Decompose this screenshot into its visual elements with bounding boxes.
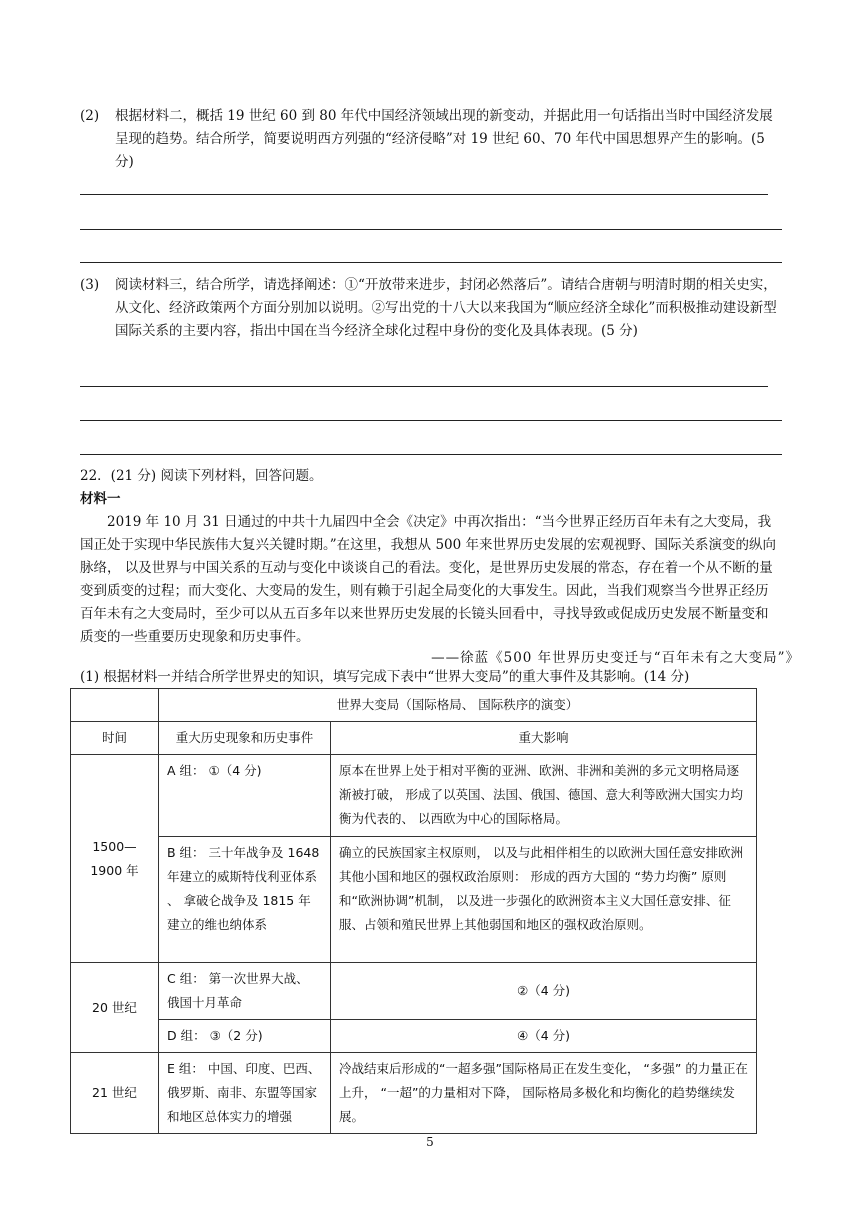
question-2-text: 根据材料二，概括 19 世纪 60 到 80 年代中国经济领域出现的新变动，并据此用一句话指出当时中国经济发展呈现的趋势。结合所学，简要说明西方列强的“经济侵略”对 19 世纪 60、70 年代中国思想界产生的影响。(5 分) [115, 108, 773, 170]
event-cell: B 组： 三十年战争及 1648 年建立的威斯特伐利亚体系 、 拿破仑战争及 1815 年建立的维也纳体系 [159, 837, 331, 963]
answer-line[interactable] [80, 386, 768, 387]
question-22-heading: 22．(21 分) 阅读下列材料，回答问题。 [80, 468, 323, 484]
table-corner [71, 689, 159, 722]
answer-line[interactable] [80, 454, 782, 455]
impact-cell: 冷战结束后形成的“一超多强”国际格局正在发生变化， “多强” 的力量正在上升， “一超”的力量相对下降， 国际格局多极化和均衡化的趋势继续发展。 [331, 1053, 757, 1134]
question-3-number: (3) [80, 277, 100, 293]
material-label: 材料一 [80, 491, 121, 507]
question-2-number: (2) [80, 108, 100, 124]
event-blank-3[interactable]: D 组： ③（2 分) [159, 1020, 331, 1053]
event-cell[interactable]: A 组： ①（4 分) [159, 755, 331, 837]
impact-blank-2[interactable]: ②（4 分) [331, 963, 757, 1020]
material-text: 2019 年 10 月 31 日通过的中共十九届四中全会《决定》中再次指出：“当今世界正经历百年未有之大变局，我国正处于实现中华民族伟大复兴关键时期。”在这里，我想从 500 年来世界历史发展的宏观视野、国际关系演变的纵向脉络， 以及世界与中国关系的互动与变化中谈谈自己的看法。变化，是世界历史发展的常态，存在着一个从不断的量变到质变的过程；而大变化、大变局的发生，则有赖于引起全局变化的大事发生。因此，当我们观察当今世界正经历百年未有之大变局时，至少可以从五百多年以来世界历史发展的长镜头回看中，寻找导致或促成历史发展不断量变和质变的一些重要历史现象和历史事件。 [80, 514, 776, 645]
answer-line[interactable] [80, 229, 782, 230]
material-source: ——徐蓝《500 年世界历史变迁与“百年未有之大变局”》 [431, 650, 800, 666]
question-2 [80, 105, 780, 174]
answer-line[interactable] [80, 420, 782, 421]
period-cell: 20 世纪 [71, 963, 159, 1053]
question-3 [80, 274, 780, 343]
table-row [71, 1053, 757, 1134]
page-number: 5 [426, 1135, 434, 1149]
table-row [71, 837, 757, 963]
answer-line[interactable] [80, 194, 768, 195]
question-22-1: (1) 根据材料一并结合所学世界史的知识，填写完成下表中“世界大变局”的重大事件及其影响。(14 分) [80, 669, 690, 685]
period-cell: 1500— 1900 年 [71, 755, 159, 963]
table-row [71, 1020, 757, 1053]
table-row [71, 755, 757, 837]
table-row [71, 963, 757, 1020]
period-cell: 21 世纪 [71, 1053, 159, 1134]
question-3-text: 阅读材料三，结合所学，请选择阐述：①“开放带来进步，封闭必然落后”。请结合唐朝与明清时期的相关史实，从文化、经济政策两个方面分别加以说明。②写出党的十八大以来我国为“顺应经济全球化”而积极推动建设新型国际关系的主要内容，指出中国在当今经济全球化过程中身份的变化及具体表现。(5 分) [115, 277, 777, 339]
answer-line[interactable] [80, 262, 782, 263]
world-change-table [70, 688, 757, 1134]
impact-blank-4[interactable]: ④（4 分) [331, 1020, 757, 1053]
impact-cell: 原本在世界上处于相对平衡的亚洲、欧洲、非洲和美洲的多元文明格局逐渐被打破， 形成了以英国、法国、俄国、德国、意大利等欧洲大国实力均衡为代表的、 以西欧为中心的国际格局。 [331, 755, 757, 837]
header-event: 重大历史现象和历史事件 [159, 722, 331, 755]
event-cell: E 组： 中国、印度、巴西、俄罗斯、南非、东盟等国家和地区总体实力的增强 [159, 1053, 331, 1134]
impact-cell: 确立的民族国家主权原则， 以及与此相伴相生的以欧洲大国任意安排欧洲其他小国和地区的强权政治原则： 形成的西方大国的 “势力均衡” 原则和“欧洲协调”机制， 以及进一步强化的欧洲资本主义大国任意安排、征服、占领和殖民世界上其他弱国和地区的强权政治原则。 [331, 837, 757, 963]
header-time: 时间 [71, 722, 159, 755]
header-impact: 重大影响 [331, 722, 757, 755]
event-cell: C 组： 第一次世界大战、 俄国十月革命 [159, 963, 331, 1020]
table-title: 世界大变局（国际格局、 国际秩序的演变） [159, 689, 757, 722]
